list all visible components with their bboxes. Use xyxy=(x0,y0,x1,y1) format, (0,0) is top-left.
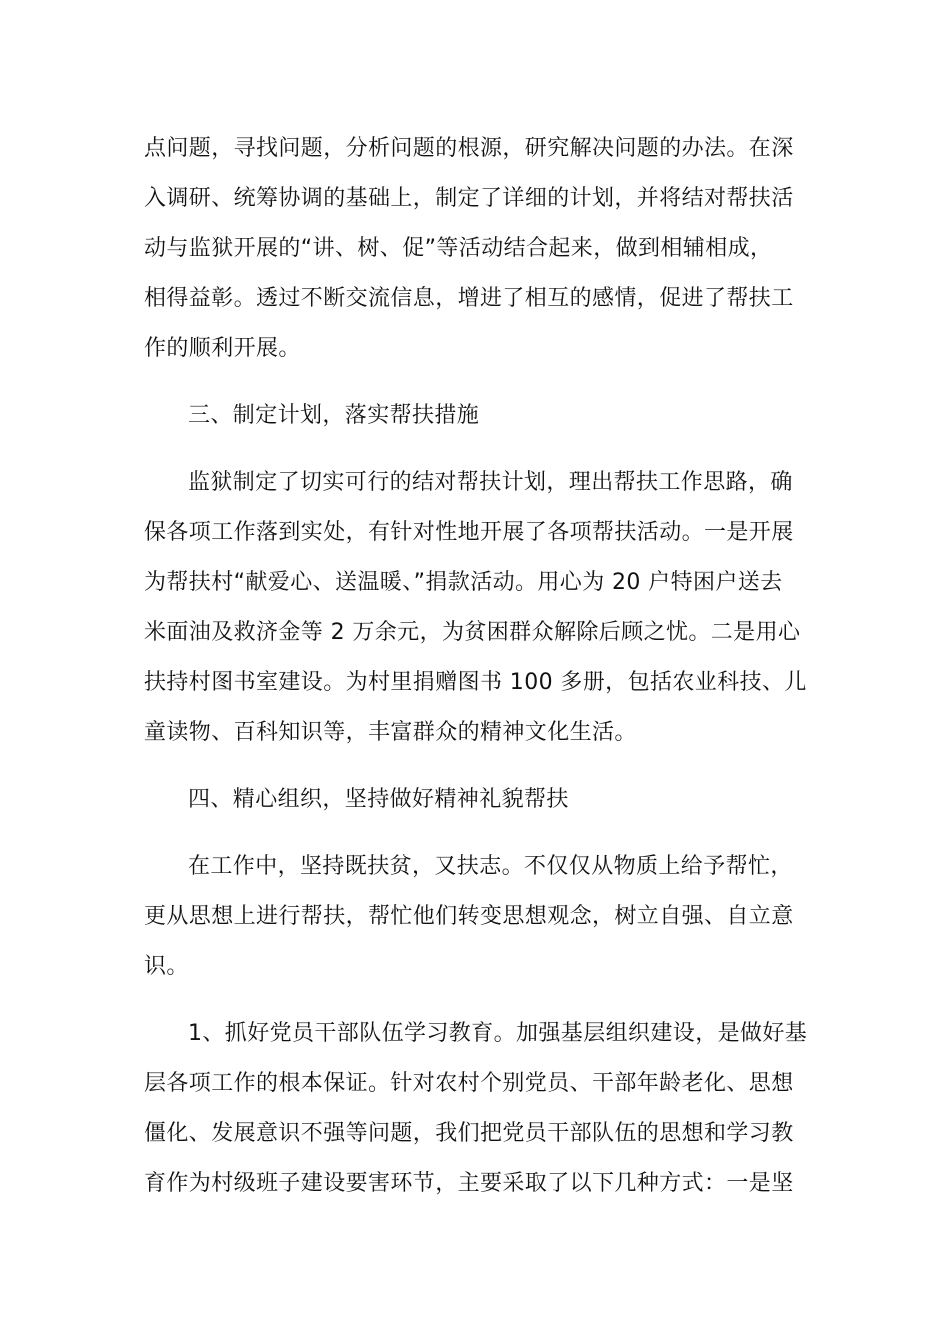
text-line: 在工作中，坚持既扶贫，又扶志。不仅仅从物质上给予帮忙， xyxy=(188,854,793,879)
text-line: 识。 xyxy=(144,954,189,979)
paragraph-plan-measures xyxy=(144,458,807,758)
paragraph-gap xyxy=(144,825,804,842)
document-body xyxy=(144,124,808,1209)
text-line: 扶持村图书室建设。为村里捐赠图书 100 多册，包括农业科技、儿 xyxy=(144,670,807,695)
text-line: 育作为村级班子建设要害环节，主要采取了以下几种方式：一是坚 xyxy=(144,1171,794,1196)
text-line: 作的顺利开展。 xyxy=(144,336,301,361)
text-line: 层各项工作的根本保证。针对农村个别党员、干部年龄老化、思想 xyxy=(144,1071,794,1096)
text-line: 童读物、百科知识等，丰富群众的精神文化生活。 xyxy=(144,720,637,745)
text-line: 监狱制定了切实可行的结对帮扶计划，理出帮扶工作思路，确 xyxy=(188,470,793,495)
paragraph-gap xyxy=(144,758,804,775)
section-heading-4 xyxy=(144,775,804,825)
text-line: 保各项工作落到实处，有针对性地开展了各项帮扶活动。一是开展 xyxy=(144,520,794,545)
heading-text: 三、制定计划，落实帮扶措施 xyxy=(188,403,480,428)
paragraph-gap xyxy=(144,441,804,458)
text-line: 僵化、发展意识不强等问题，我们把党员干部队伍的思想和学习教 xyxy=(144,1121,794,1146)
paragraph-continuation xyxy=(144,124,804,374)
paragraph-gap xyxy=(144,374,804,391)
text-line: 入调研、统筹协调的基础上，制定了详细的计划，并将结对帮扶活 xyxy=(144,186,794,211)
text-line: 相得益彰。透过不断交流信息，增进了相互的感情，促进了帮扶工 xyxy=(144,286,794,311)
text-line: 点问题，寻找问题，分析问题的根源，研究解决问题的办法。在深 xyxy=(144,136,794,161)
text-line: 为帮扶村“献爱心、送温暖、”捐款活动。用心为 20 户特困户送去 xyxy=(144,570,783,595)
section-heading-3 xyxy=(144,391,804,441)
text-line: 米面油及救济金等 2 万余元，为贫困群众解除后顾之忧。二是用心 xyxy=(144,620,801,645)
paragraph-gap xyxy=(144,992,804,1009)
paragraph-item-1 xyxy=(144,1009,808,1209)
text-line: 动与监狱开展的“讲、树、促”等活动结合起来，做到相辅相成， xyxy=(144,236,773,261)
paragraph-spiritual-help xyxy=(144,842,804,992)
heading-text: 四、精心组织，坚持做好精神礼貌帮扶 xyxy=(188,787,569,812)
text-line: 更从思想上进行帮扶，帮忙他们转变思想观念，树立自强、自立意 xyxy=(144,904,794,929)
text-line: 1、抓好党员干部队伍学习教育。加强基层组织建设，是做好基 xyxy=(188,1021,808,1046)
